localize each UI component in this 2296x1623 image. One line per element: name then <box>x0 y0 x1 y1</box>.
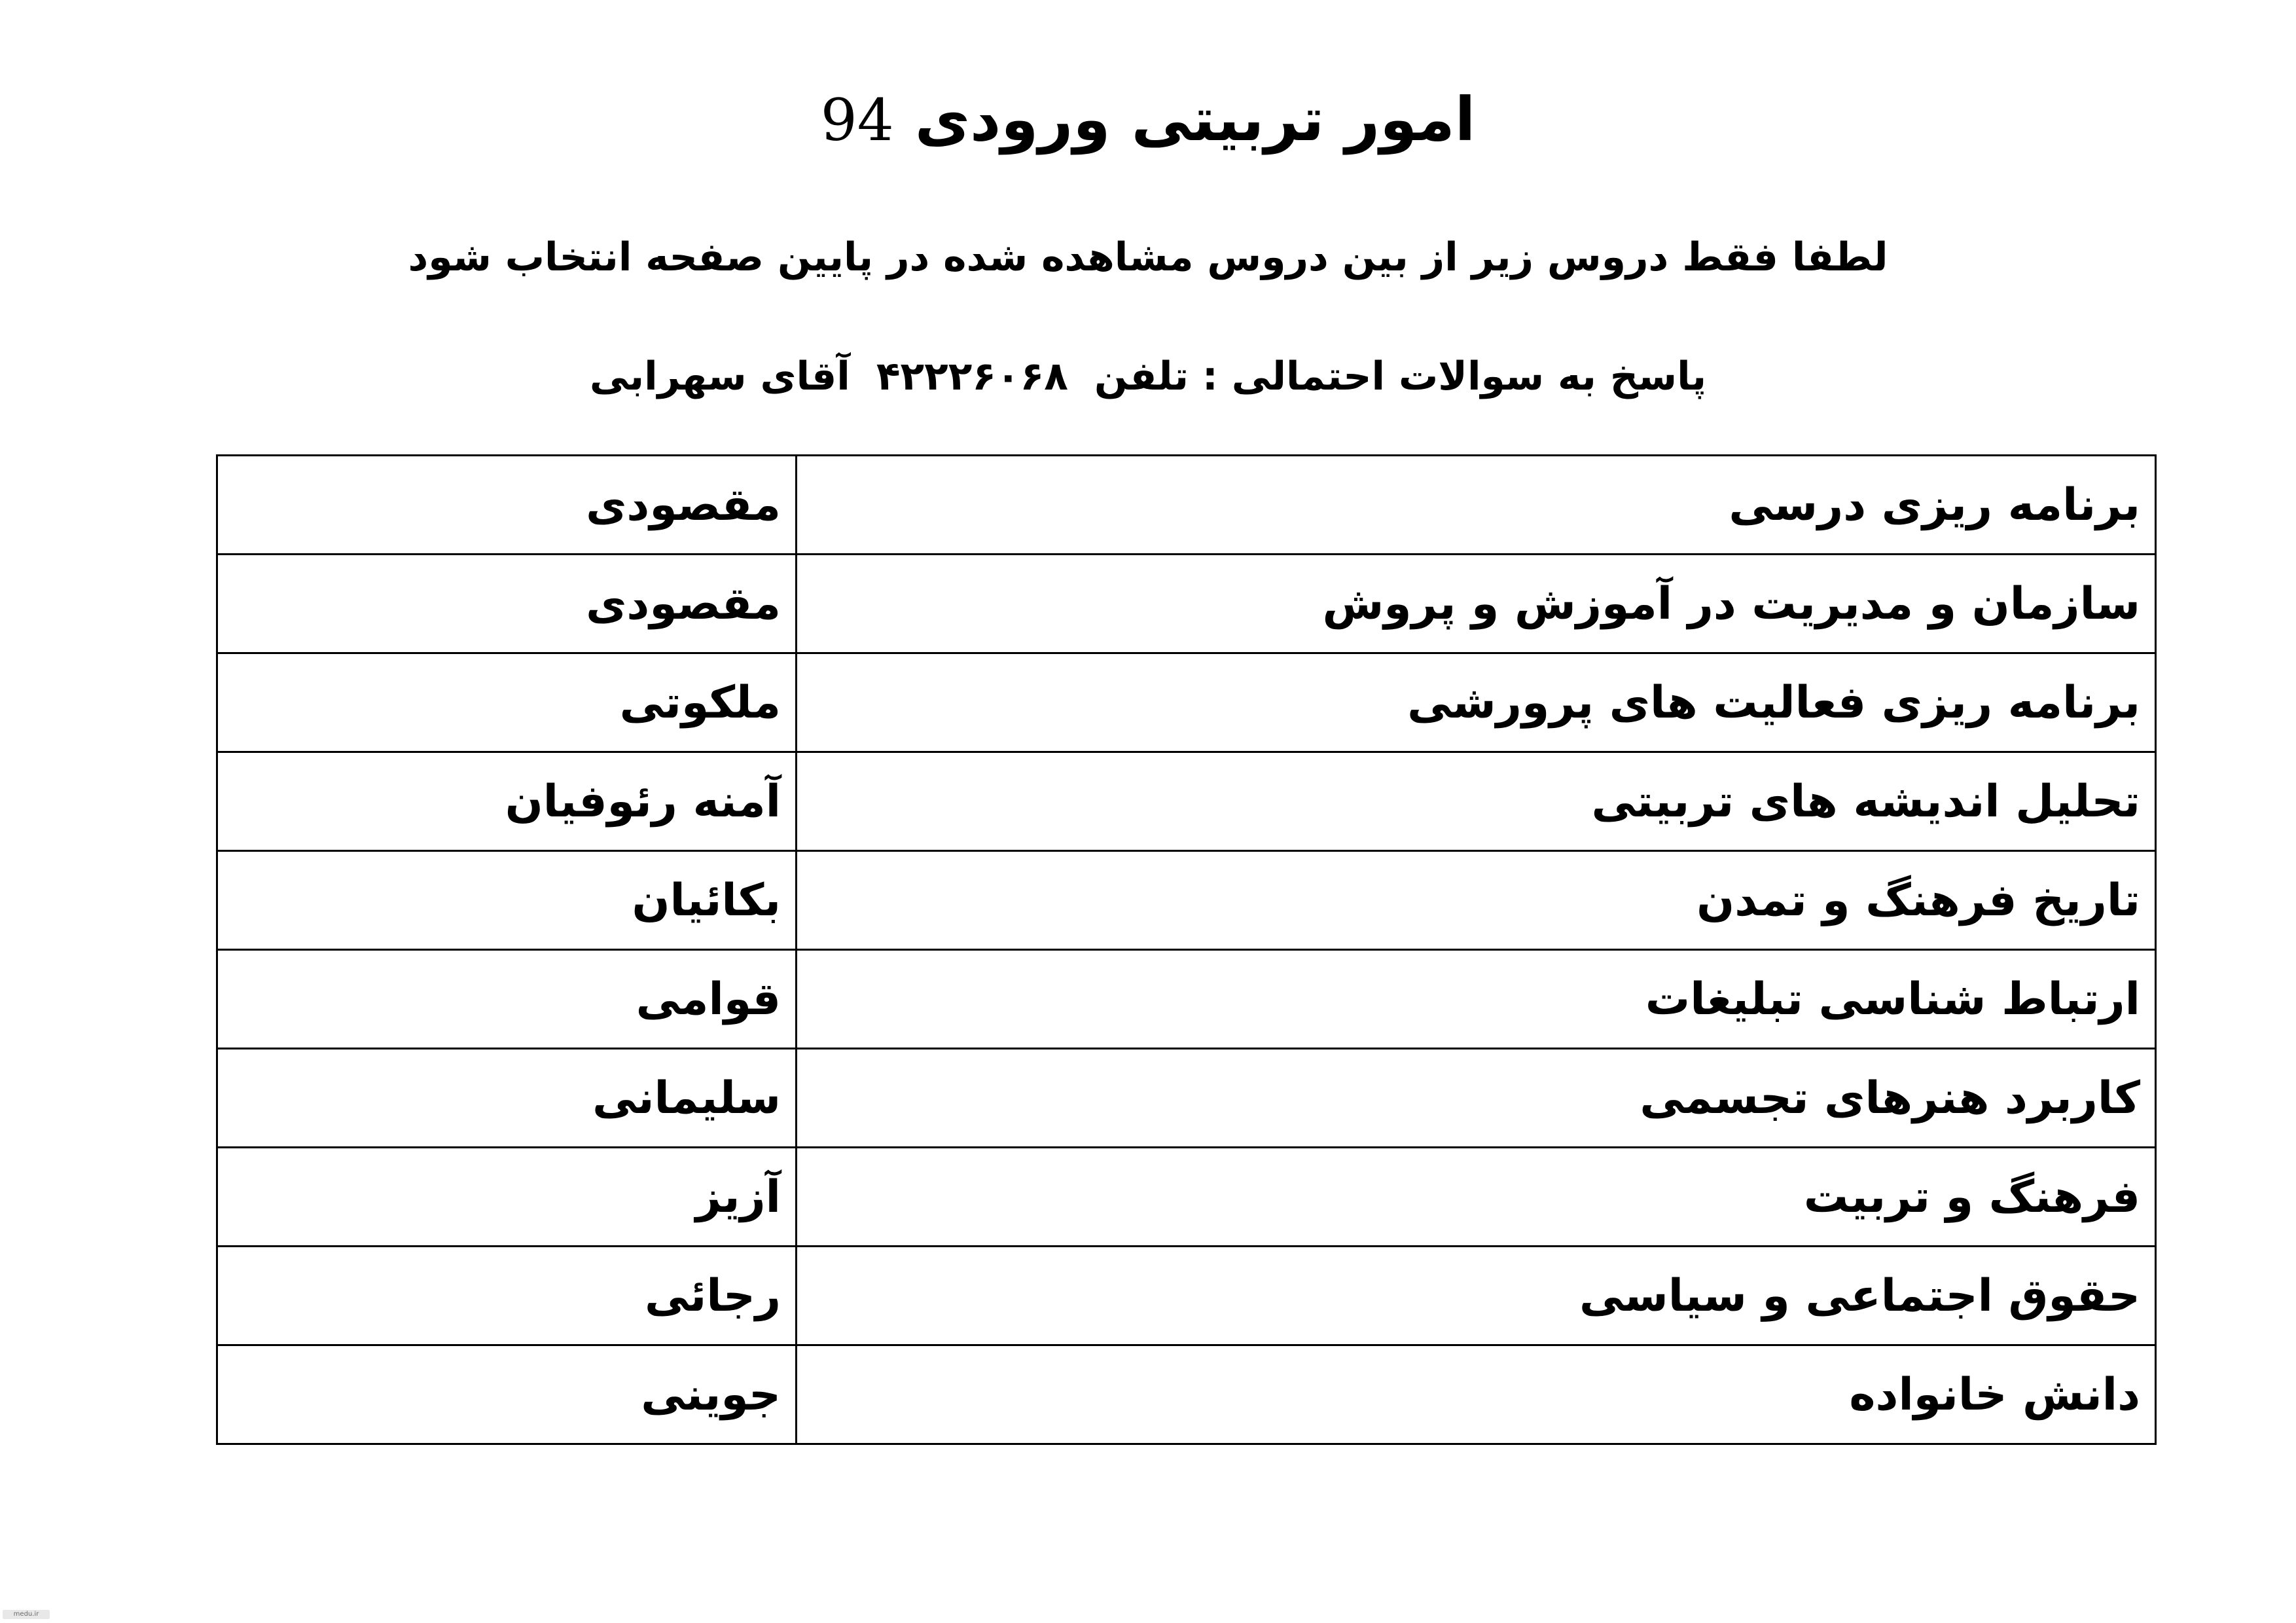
page-title-text: امور تربیتی ورودی <box>914 84 1476 155</box>
table-row <box>217 1247 2156 1345</box>
teacher-name: قوامی <box>217 950 797 1049</box>
table-row <box>217 1345 2156 1444</box>
course-table <box>216 454 2157 1445</box>
teacher-name: رجائی <box>217 1247 797 1345</box>
table-row <box>217 752 2156 851</box>
contact-line <box>0 347 2296 406</box>
page-title <box>0 77 2296 163</box>
course-name: تحلیل اندیشه های تربیتی <box>797 752 2156 851</box>
page-title-number: 94 <box>820 86 894 154</box>
table-row <box>217 555 2156 653</box>
table-row <box>217 1148 2156 1247</box>
teacher-name: مقصودی <box>217 456 797 555</box>
course-name: ارتباط شناسی تبلیغات <box>797 950 2156 1049</box>
table-row <box>217 1049 2156 1148</box>
teacher-name: جوینی <box>217 1345 797 1444</box>
course-name: برنامه ریزی درسی <box>797 456 2156 555</box>
course-name: دانش خانواده <box>797 1345 2156 1444</box>
teacher-name: آمنه رئوفیان <box>217 752 797 851</box>
contact-person: آقای سهرابی <box>589 354 850 399</box>
table-row <box>217 456 2156 555</box>
course-name: سازمان و مدیریت در آموزش و پروش <box>797 555 2156 653</box>
teacher-name: بکائیان <box>217 851 797 950</box>
course-name: حقوق اجتماعی و سیاسی <box>797 1247 2156 1345</box>
teacher-name: آزیز <box>217 1148 797 1247</box>
watermark: medu.ir <box>3 1610 50 1619</box>
contact-prefix: پاسخ به سوالات احتمالی : تلفن <box>1094 354 1707 399</box>
course-name: تاریخ فرهنگ و تمدن <box>797 851 2156 950</box>
teacher-name: سلیمانی <box>217 1049 797 1148</box>
teacher-name: مقصودی <box>217 555 797 653</box>
contact-phone: ۴۲۲۲۶۰۶۸ <box>876 354 1068 399</box>
teacher-name: ملکوتی <box>217 653 797 752</box>
instruction-text: لطفا فقط دروس زیر از بین دروس مشاهده شده در پایین صفحه انتخاب شود <box>408 234 1888 280</box>
course-name: برنامه ریزی فعالیت های پرورشی <box>797 653 2156 752</box>
table-row <box>217 653 2156 752</box>
course-name: فرهنگ و تربیت <box>797 1148 2156 1247</box>
course-name: کاربرد هنرهای تجسمی <box>797 1049 2156 1148</box>
table-row <box>217 851 2156 950</box>
table-row <box>217 950 2156 1049</box>
